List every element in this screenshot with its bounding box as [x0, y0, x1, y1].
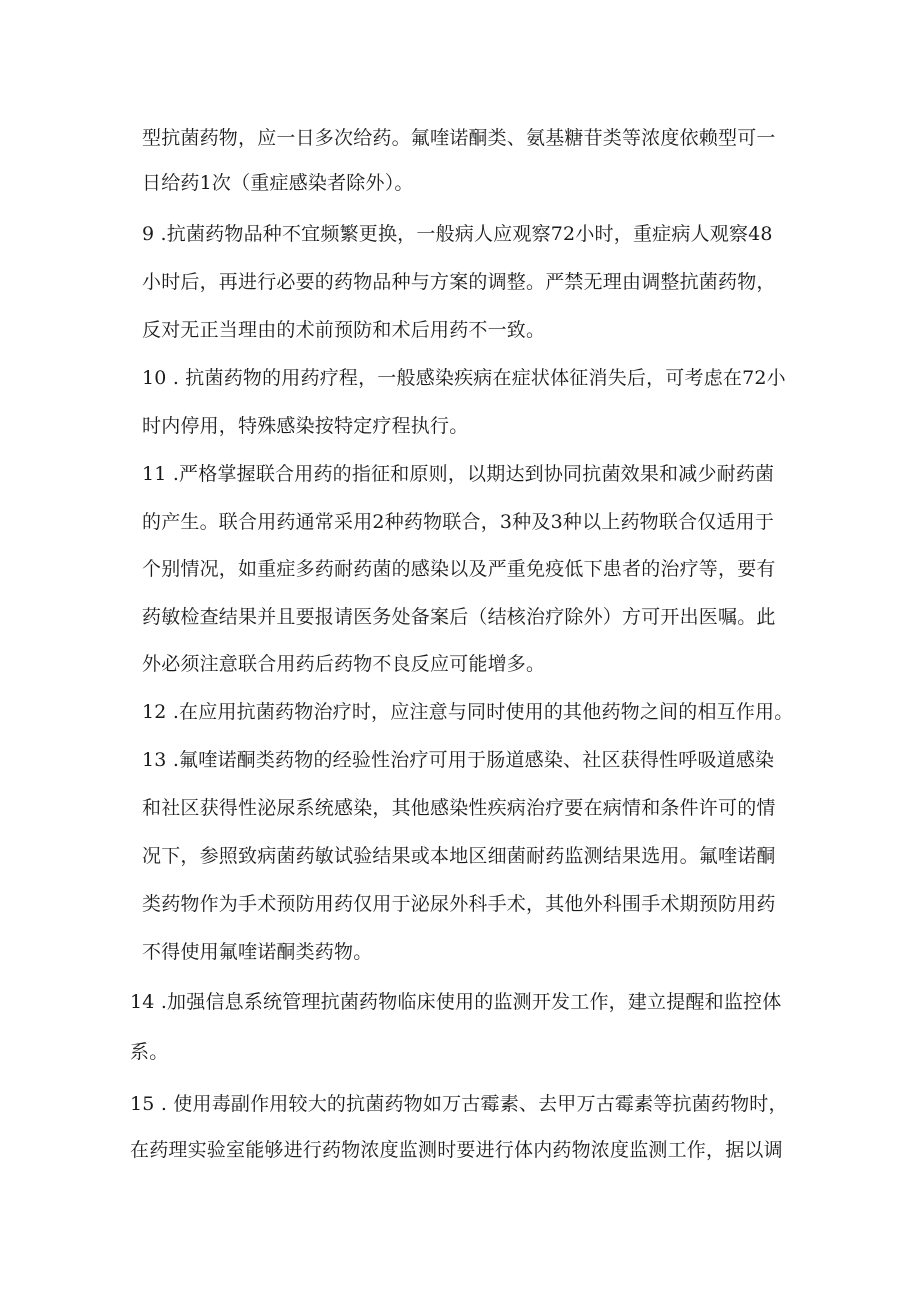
text-line: 况下，参照致病菌药敏试验结果或本地区细菌耐药监测结果选用。氟喹诺酮 — [142, 845, 776, 867]
list-item-10: 10 . 抗菌药物的用药疗程，一般感染疾病在症状体征消失后，可考虑在72小 — [142, 367, 786, 389]
text-line: 和社区获得性泌尿系统感染，其他感染性疾病治疗要在病情和条件许可的情 — [142, 797, 776, 819]
text-line: 不得使用氟喹诺酮类药物。 — [142, 941, 373, 963]
text-line: 个别情况，如重症多药耐药菌的感染以及严重免疫低下患者的治疗等，要有 — [142, 558, 776, 580]
text-line: 系。 — [130, 1041, 169, 1063]
text-line: 日给药1次（重症感染者除外）。 — [142, 172, 414, 194]
text-line: 药敏检查结果并且要报请医务处备案后（结核治疗除外）方可开出医嘱。此 — [142, 606, 776, 628]
text-line: 小时后，再进行必要的药物品种与方案的调整。严禁无理由调整抗菌药物， — [142, 271, 776, 293]
text-line: 类药物作为手术预防用药仅用于泌尿外科手术，其他外科围手术期预防用药 — [142, 893, 776, 915]
text-line: 在药理实验室能够进行药物浓度监测时要进行体内药物浓度监测工作，据以调 — [130, 1139, 783, 1161]
list-item-15: 15 . 使用毒副作用较大的抗菌药物如万古霉素、去甲万古霉素等抗菌药物时， — [130, 1093, 788, 1115]
list-item-12: 12 .在应用抗菌药物治疗时，应注意与同时使用的其他药物之间的相互作用。 — [142, 701, 794, 723]
text-line: 外必须注意联合用药后药物不良反应可能增多。 — [142, 653, 546, 675]
text-line: 反对无正当理由的术前预防和术后用药不一致。 — [142, 319, 546, 341]
list-item-11: 11 .严格掌握联合用药的指征和原则，以期达到协同抗菌效果和减少耐药菌 — [142, 463, 775, 485]
list-item-9: 9 .抗菌药物品种不宜频繁更换，一般病人应观察72小时，重症病人观察48 — [142, 223, 773, 245]
list-item-13: 13 .氟喹诺酮类药物的经验性治疗可用于肠道感染、社区获得性呼吸道感染 — [142, 749, 775, 771]
list-item-14: 14 .加强信息系统管理抗菌药物临床使用的监测开发工作，建立提醒和监控体 — [130, 991, 782, 1013]
text-line: 时内停用，特殊感染按特定疗程执行。 — [142, 415, 469, 437]
text-line: 型抗菌药物，应一日多次给药。氟喹诺酮类、氨基糖苷类等浓度依赖型可一 — [142, 127, 776, 149]
text-line: 的产生。联合用药通常采用2种药物联合，3种及3种以上药物联合仅适用于 — [142, 511, 775, 533]
